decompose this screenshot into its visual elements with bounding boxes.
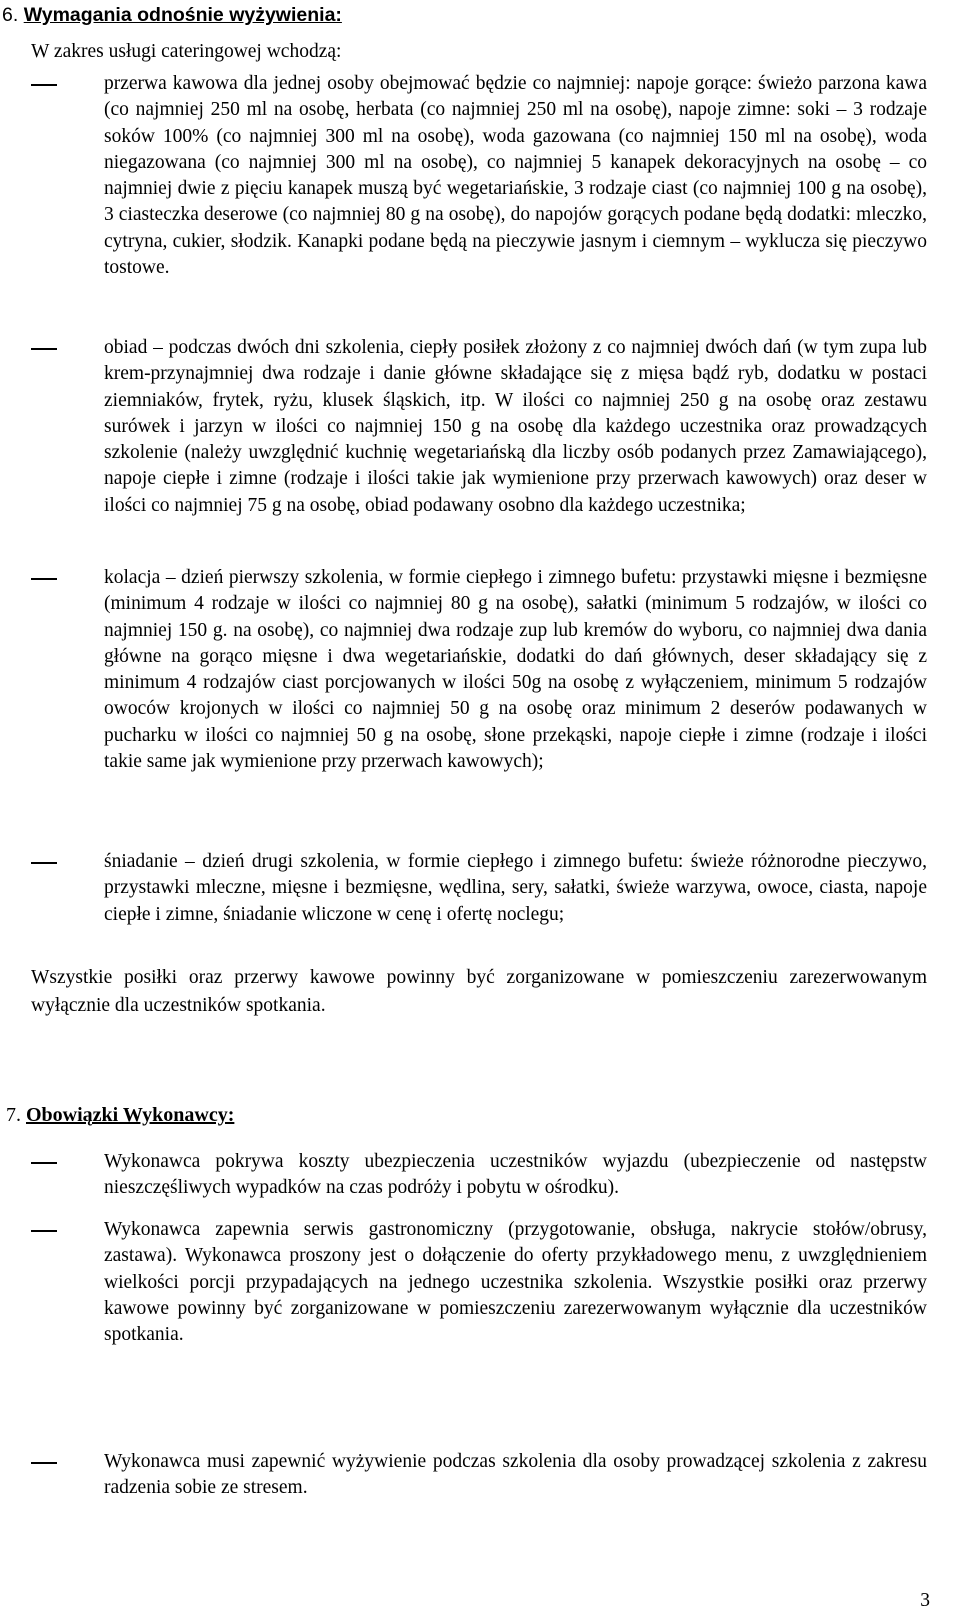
section-7-heading bbox=[6, 1104, 234, 1127]
list-item bbox=[104, 1217, 927, 1348]
section-6-title: Wymagania odnośnie wyżywienia: bbox=[23, 4, 342, 26]
dash-bullet-icon bbox=[31, 348, 57, 350]
list-item-text: obiad – podczas dwóch dni szkolenia, ciepły posiłek złożony z co najmniej dwóch dań (w tym zupa lub krem-przynajmniej dwa rodzaje i danie główne składające się z mięsa bądź ryb, dodatku w postaci ziemniaków, frytek, ryżu, klusek śląskich, itp. W ilości co najmniej 250 g na osobę oraz zestawu surówek i jarzyn w ilości co najmniej 150 g na osobę dla każdego uczestnika oraz prowadzących szkolenie (należy uwzględnić kuchnię wegetariańską dla liczby osób podanych przez Zamawiającego), napoje ciepłe i zimne (rodzaje i ilości takie jak wymienione przy przerwach kawowych) oraz deser w ilości co najmniej 75 g na osobę, obiad podawany osobno dla każdego uczestnika; bbox=[104, 337, 927, 516]
section-7-title: Obowiązki Wykonawcy: bbox=[26, 1104, 235, 1126]
dash-bullet-icon bbox=[31, 84, 57, 86]
page-number: 3 bbox=[920, 1590, 930, 1611]
list-item bbox=[104, 1149, 927, 1202]
list-item-text: kolacja – dzień pierwszy szkolenia, w formie ciepłego i zimnego bufetu: przystawki mięsne i bezmięsne (minimum 4 rodzaje w ilości co najmniej 80 g na osobę), sałatki (minimum 5 rodzajów, w ilości co najmniej 150 g. na osobę), co najmniej dwa rodzaje zup lub kremów do wyboru, co najmniej dwa dania główne na gorąco mięsne i dwa wegetariańskie, dodatki do dań głównych, deser składający się z minimum 4 rodzajów ciast porcjowanych w ilości 50g na osobę z wyłączeniem, minimum 5 rodzajów owoców krojonych w ilości co najmniej 50 g na osobę oraz minimum 2 deserów podawanych w pucharku w ilości co najmniej 50 g na osobę, słone przekąski, napoje ciepłe i zimne (rodzaje i ilości takie same jak wymienione przy przerwach kawowych); bbox=[104, 567, 927, 773]
dash-bullet-icon bbox=[31, 578, 57, 580]
section-7-number: 7. bbox=[6, 1104, 21, 1126]
list-item-text: Wykonawca musi zapewnić wyżywienie podczas szkolenia dla osoby prowadzącej szkolenia z zakresu radzenia sobie ze stresem. bbox=[104, 1451, 927, 1499]
section-6-number: 6. bbox=[2, 4, 19, 26]
dash-bullet-icon bbox=[31, 1462, 57, 1464]
list-item-text: śniadanie – dzień drugi szkolenia, w formie ciepłego i zimnego bufetu: świeże różnorodne pieczywo, przystawki mleczne, mięsne i bezmięsne, wędlina, sery, sałatki, świeże warzywa, owoce, ciasta, napoje ciepłe i zimne, śniadanie wliczone w cenę i ofertę noclegu; bbox=[104, 851, 927, 925]
dash-bullet-icon bbox=[31, 1162, 57, 1164]
section-6-heading bbox=[2, 4, 342, 27]
list-item bbox=[104, 849, 927, 928]
section-6-intro: W zakres usługi cateringowej wchodzą: bbox=[31, 41, 342, 62]
section-6-closing: Wszystkie posiłki oraz przerwy kawowe powinny być zorganizowane w pomieszczeniu zarezerwowanym wyłącznie dla uczestników spotkania. bbox=[31, 967, 927, 1016]
dash-bullet-icon bbox=[31, 862, 57, 864]
list-item bbox=[104, 71, 927, 281]
list-item bbox=[104, 1449, 927, 1502]
list-item bbox=[104, 335, 927, 519]
list-item bbox=[104, 565, 927, 775]
list-item-text: Wykonawca zapewnia serwis gastronomiczny (przygotowanie, obsługa, nakrycie stołów/obrusy, zastawa). Wykonawca proszony jest o dołączenie do oferty przykładowego menu, z uwzględnieniem wielkości porcji przypadających na jednego uczestnika szkolenia. Wszystkie posiłki oraz przerwy kawowe powinny być zorganizowane w pomieszczeniu zarezerwowanym wyłącznie dla uczestników spotkania. bbox=[104, 1219, 927, 1346]
dash-bullet-icon bbox=[31, 1230, 57, 1232]
list-item-text: Wykonawca pokrywa koszty ubezpieczenia uczestników wyjazdu (ubezpieczenie od następstw nieszczęśliwych wypadków na czas podróży i pobytu w ośrodku). bbox=[104, 1151, 927, 1199]
list-item-text: przerwa kawowa dla jednej osoby obejmować będzie co najmniej: napoje gorące: świeżo parzona kawa (co najmniej 250 ml na osobę, herbata (co najmniej 250 ml na osobę), napoje zimne: soki – 3 rodzaje soków 100% (co najmniej 300 ml na osobę), woda gazowana (co najmniej 150 ml na osobę), woda niegazowana (co najmniej 300 ml na osobę), co najmniej 5 kanapek dekoracyjnych na osobę – co najmniej dwie z pięciu kanapek muszą być wegetariańskie, 3 rodzaje ciast (co najmniej 100 g na osobę), 3 ciasteczka deserowe (co najmniej 80 g na osobę), do napojów gorących podane będą dodatki: mleczko, cytryna, cukier, słodzik. Kanapki podane będą na pieczywie jasnym i ciemnym – wyklucza się pieczywo tostowe. bbox=[104, 73, 927, 279]
